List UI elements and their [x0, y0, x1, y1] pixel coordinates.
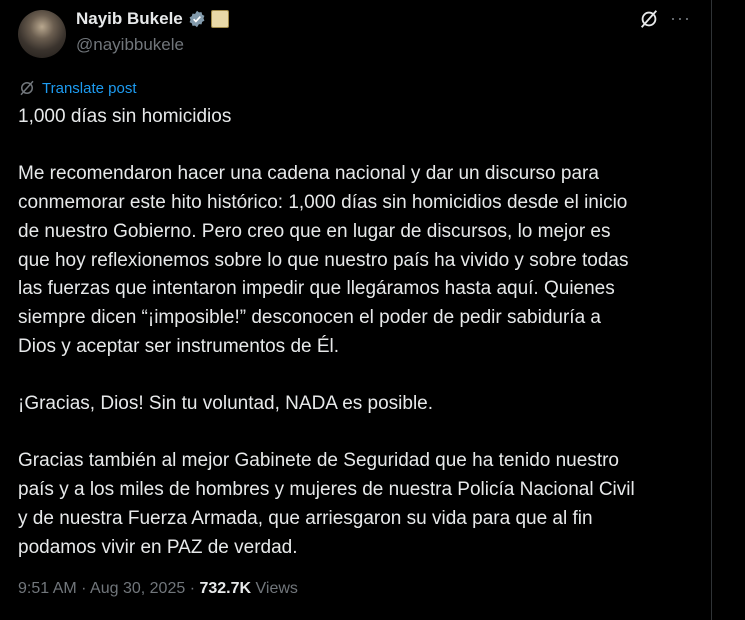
- affiliation-badge-icon[interactable]: [211, 10, 229, 28]
- grok-icon[interactable]: [638, 8, 660, 30]
- views-label: Views: [255, 580, 298, 597]
- author-row: [76, 9, 229, 29]
- text-line: ¡Gracias, Dios! Sin tu voluntad, NADA es posible.: [18, 393, 434, 414]
- paragraph: [18, 447, 708, 562]
- post-text: [18, 103, 708, 591]
- post-meta: [18, 580, 298, 598]
- separator: ·: [76, 580, 91, 597]
- paragraph: [18, 160, 708, 361]
- paragraph: [18, 390, 708, 419]
- text-line: de nuestro Gobierno. Pero creo que en lugar de discursos, lo mejor es: [18, 220, 611, 242]
- text-line: conmemorar este hito histórico: 1,000 días sin homicidios desde el inicio: [18, 192, 628, 214]
- text-line: que hoy reflexionemos sobre lo que nuestro país ha vivido y sobre todas: [18, 249, 629, 271]
- text-line: podamos vivir en PAZ de verdad.: [18, 536, 298, 558]
- translate-post-link[interactable]: [18, 79, 137, 97]
- post-time[interactable]: 9:51 AM: [18, 580, 77, 597]
- translate-label: Translate post: [42, 79, 137, 97]
- text-line: 1,000 días sin homicidios: [18, 106, 232, 127]
- grok-translate-icon: [18, 79, 36, 97]
- text-line: las fuerzas que intentaron impedir que llegáramos hasta aquí. Quienes: [18, 278, 615, 300]
- author-handle[interactable]: @nayibbukele: [76, 35, 184, 54]
- author-name[interactable]: Nayib Bukele: [76, 9, 183, 28]
- verified-badge-icon: [188, 10, 206, 28]
- avatar[interactable]: [18, 10, 66, 58]
- paragraph-title: [18, 103, 708, 132]
- column-divider: [711, 0, 712, 620]
- views-count: 732.7K: [199, 580, 252, 597]
- separator: ·: [185, 580, 200, 597]
- text-line: Me recomendaron hacer una cadena nacional y dar un discurso para: [18, 163, 599, 185]
- text-line: Gracias también al mejor Gabinete de Seguridad que ha tenido nuestro: [18, 450, 619, 472]
- text-line: país y a los miles de hombres y mujeres de nuestra Policía Nacional Civil: [18, 479, 635, 501]
- text-line: y de nuestra Fuerza Armada, que arriesgaron su vida para que al fin: [18, 507, 593, 529]
- post-date[interactable]: Aug 30, 2025: [90, 580, 186, 597]
- text-line: Dios y aceptar ser instrumentos de Él.: [18, 335, 340, 357]
- text-line: siempre dicen “¡imposible!” desconocen el poder de pedir sabiduría a: [18, 306, 601, 328]
- more-options-button[interactable]: ···: [670, 8, 691, 28]
